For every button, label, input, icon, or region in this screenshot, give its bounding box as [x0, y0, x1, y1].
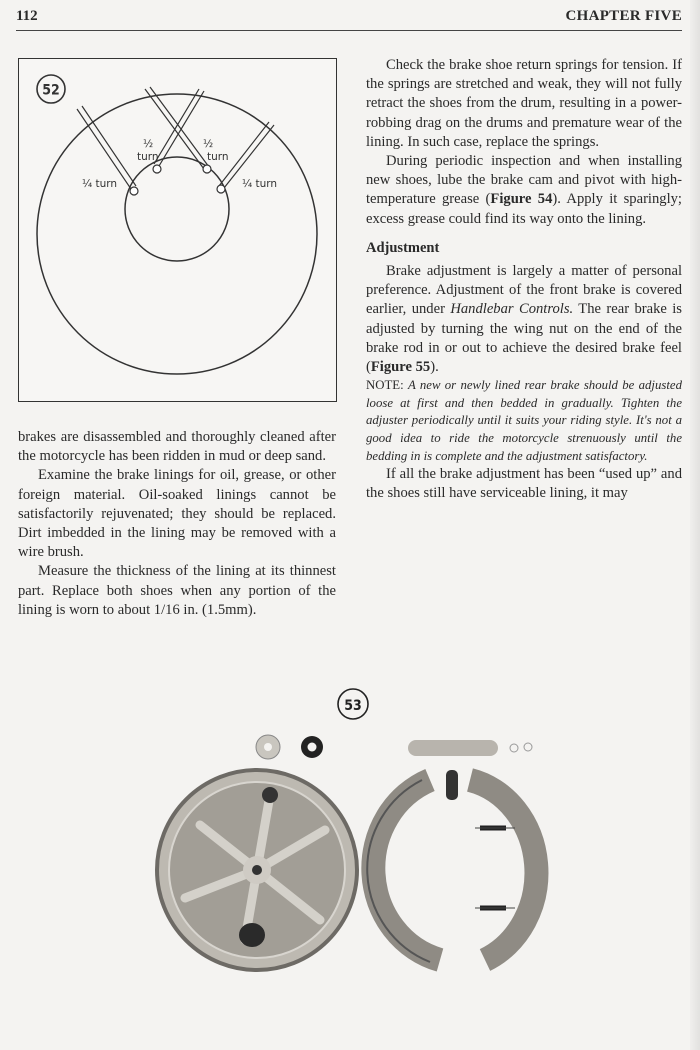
svg-text:¼ turn: ¼ turn — [82, 178, 118, 190]
page-edge-shadow — [690, 0, 700, 1050]
paragraph: If all the brake adjustment has been “used up” and the shoes still have serviceable lining, it may — [366, 466, 682, 502]
paragraph: Measure the thickness of the lining at its thinnest part. Replace both shoes when any portion of the lining is worn to about 1/16 in. (1.5mm). — [18, 563, 336, 618]
figure-52-diagram — [18, 58, 337, 402]
left-column — [18, 428, 336, 620]
section-heading: Adjustment — [366, 239, 440, 256]
chapter-title: CHAPTER FIVE — [565, 8, 682, 24]
paragraph: Brake adjustment is largely a matter of personal preference. Adjustment of the front brake is covered earlier, under Handlebar Controls. The rear brake is adjusted by turning the wing nut on the end of the brake rod in or out to achieve the desired brake feel (Figure 55). — [366, 263, 682, 376]
svg-text:½: ½ — [203, 138, 214, 150]
paragraph: During periodic inspection and when installing new shoes, lube the brake cam and pivot with high-temperature grease (Figure 54). Apply it sparingly; excess grease could find its way onto the lining. — [366, 153, 682, 227]
svg-text:turn: turn — [207, 151, 229, 163]
brake-adjustment-diagram — [19, 59, 336, 401]
figure-number: 52 — [42, 82, 60, 99]
figure-reference: Figure 54 — [490, 191, 553, 208]
figure-reference: Figure 55 — [370, 359, 431, 376]
paragraph: Examine the brake linings for oil, grease, or other foreign material. Oil-soaked linings cannot be satisfactorily rejuvenated; they should be replaced. Dirt imbedded in the lining may be removed with a wire brush. — [18, 467, 336, 561]
page-number: 112 — [16, 8, 38, 24]
figure-number: 53 — [344, 698, 362, 714]
running-header — [16, 4, 682, 31]
note-block: NOTE: A new or newly lined rear brake should be adjusted loose at first and then bedded in gradually. Tighten the adjuster periodically until it suits your riding style. It's not a good idea to ride the motorcycle strenuously until the bedding in is complete and the adjustment satisfactory. — [366, 378, 682, 463]
right-column — [366, 56, 682, 504]
paragraph: Check the brake shoe return springs for tension. If the springs are stretched and weak, they will not fully retract the shoes from the drum, resulting in a power-robbing drag on the drums and premature wear of the lining. In such case, replace the springs. — [366, 57, 682, 150]
svg-text:½: ½ — [143, 138, 154, 150]
paragraph: brakes are disassembled and thoroughly cleaned after the motorcycle has been ridden in mud or deep sand. — [18, 429, 336, 465]
figure-53-photo — [140, 650, 580, 980]
svg-text:¼ turn: ¼ turn — [242, 178, 278, 190]
svg-text:turn: turn — [137, 151, 159, 163]
